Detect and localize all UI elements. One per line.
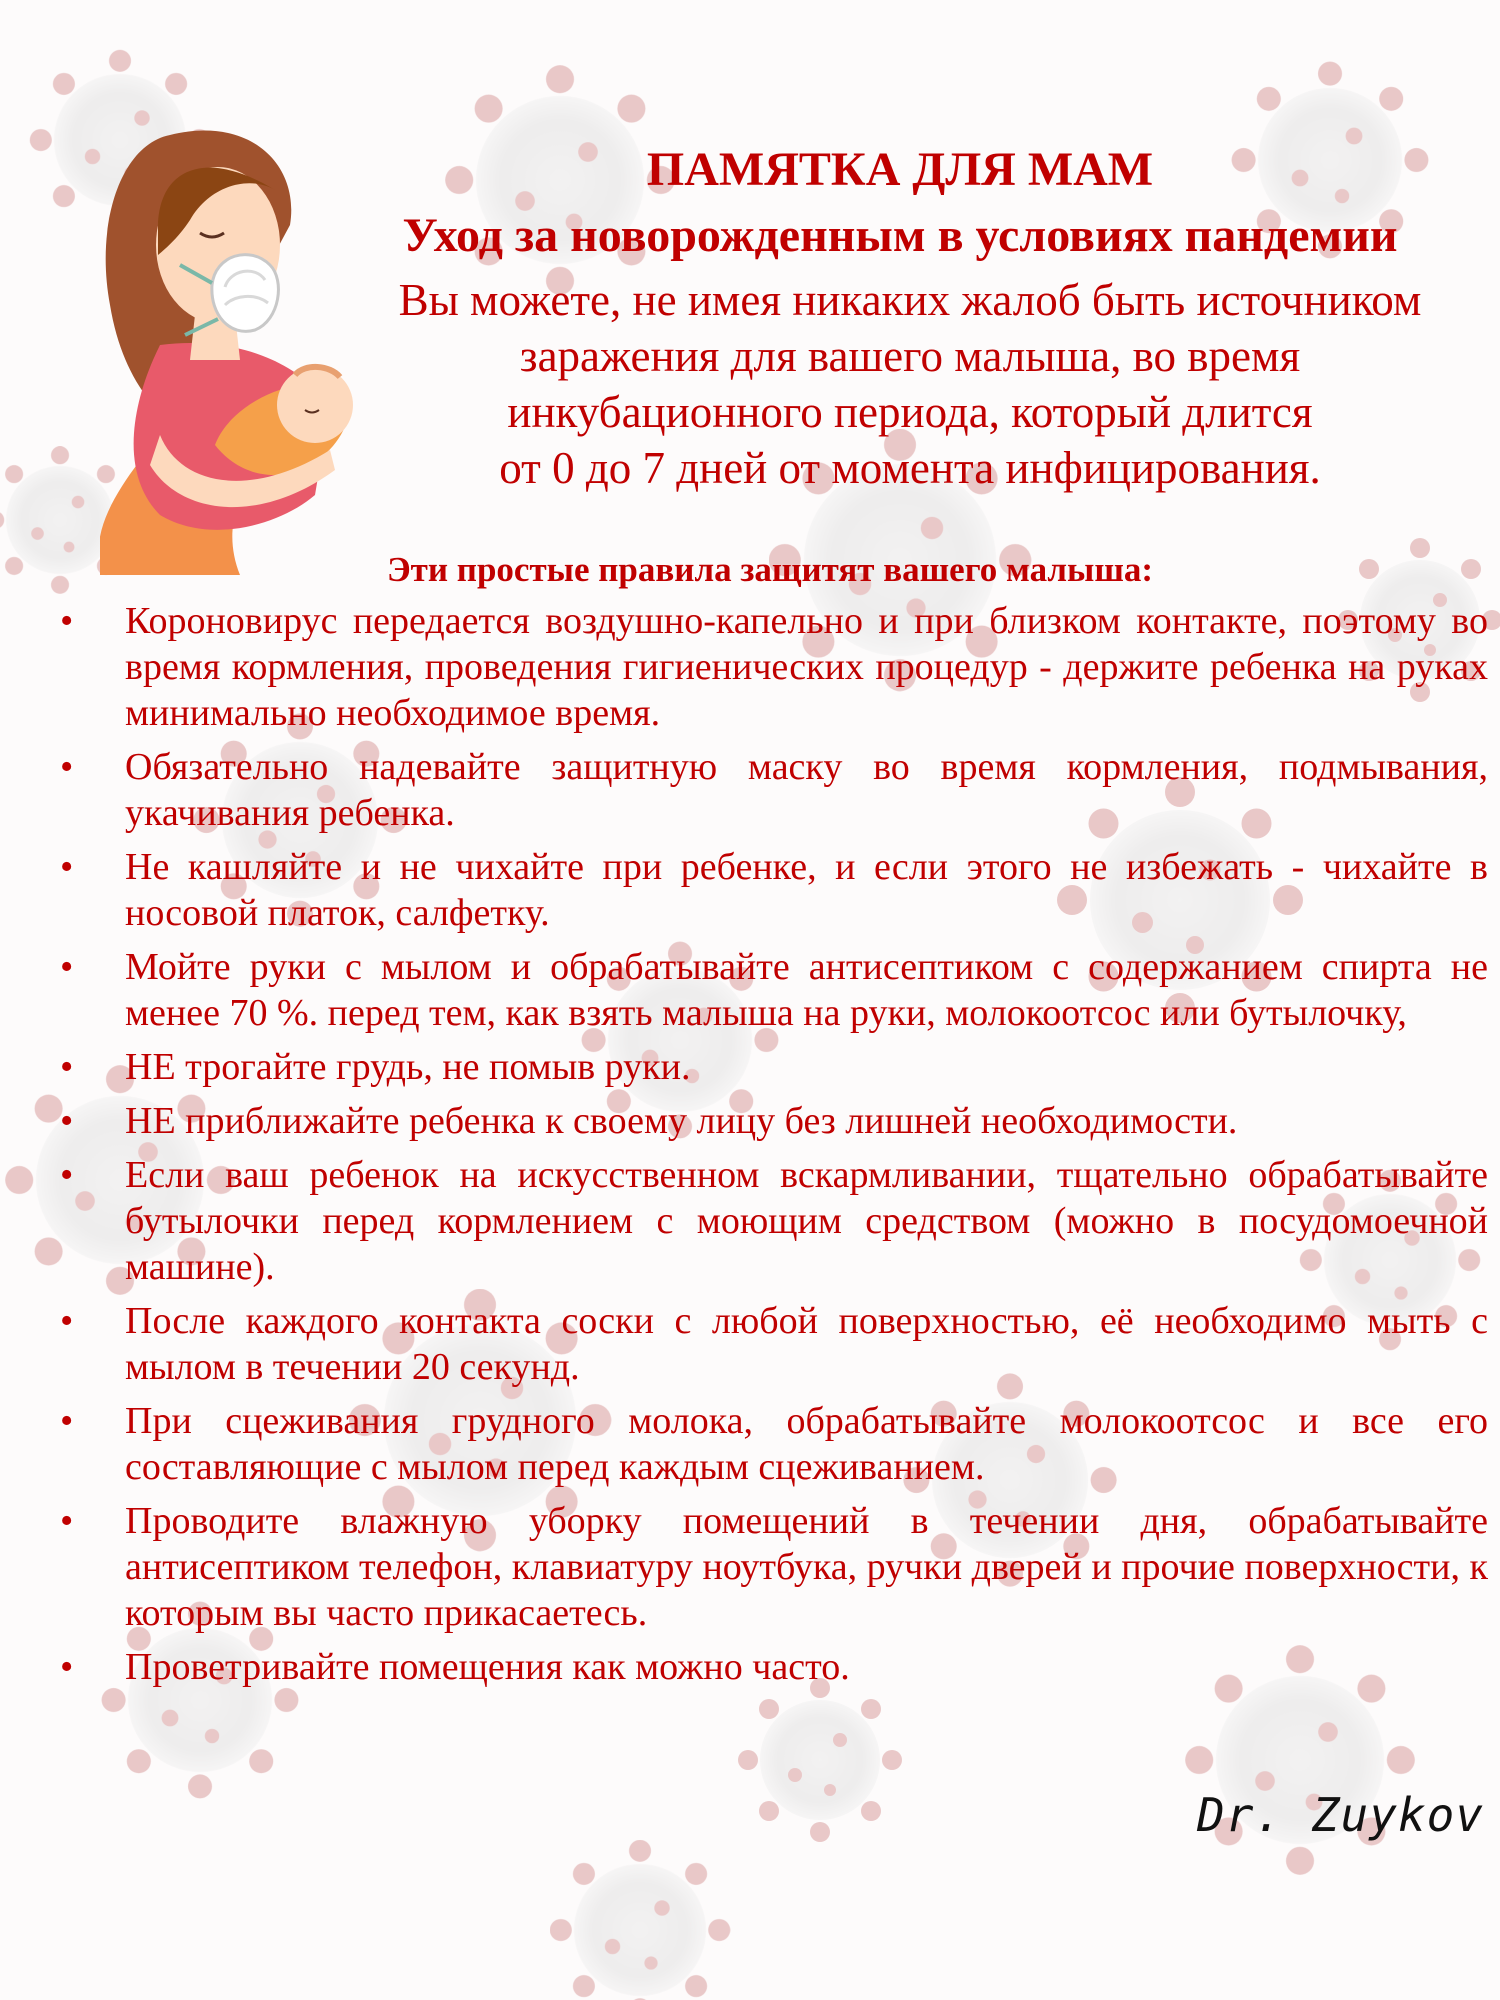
rules-list [48,598,1488,1698]
list-item [48,944,1488,1036]
rule-text: Если ваш ребенок на искусственном вскармливании, тщательно обрабатывайте бутылочки перед кормлением с моющим средством (можно в посудомоечной машине). [125,1154,1488,1288]
list-item [48,844,1488,936]
bullet-icon: • [60,1154,74,1196]
rule-text: Проводите влажную уборку помещений в течении дня, обрабатывайте антисептиком телефон, клавиатуру ноутбука, ручки дверей и прочие поверхности, к которым вы часто прикасаетесь. [125,1500,1488,1634]
rule-text: Мойте руки с мылом и обрабатывайте антисептиком с содержанием спирта не менее 70 %. перед тем, как взять малыша на руки, молокоотсос или бутылочку, [125,946,1488,1034]
intro-line: от 0 до 7 дней от момента инфицирования. [499,443,1321,493]
rule-text: После каждого контакта соски с любой поверхностью, её необходимо мыть с мылом в течении 20 секунд. [125,1300,1488,1388]
rule-text: Короновирус передается воздушно-капельно и при близком контакте, поэтому во время кормления, проведения гигиенических процедур - держите ребенка на руках минимально необходимое время. [125,600,1488,734]
bullet-icon: • [60,1046,74,1088]
bullet-icon: • [60,846,74,888]
list-item [48,1498,1488,1636]
bullet-icon: • [60,600,74,642]
bullet-icon: • [60,1400,74,1442]
bullet-icon: • [60,1646,74,1688]
list-item [48,1152,1488,1290]
rule-text: НЕ трогайте грудь, не помыв руки. [125,1046,691,1088]
rules-heading: Эти простые правила защитят вашего малыша: [386,550,1154,589]
page-title: ПАМЯТКА ДЛЯ МАМ [646,143,1154,196]
bullet-icon: • [60,1500,74,1542]
intro-paragraph [320,272,1500,496]
list-item [48,1398,1488,1490]
intro-line: инкубационного периода, который длится [507,387,1313,437]
list-item [48,1298,1488,1390]
list-item [48,1644,1488,1690]
list-item [48,1098,1488,1144]
list-item [48,1044,1488,1090]
page-subtitle: Уход за новорожденным в условиях пандемии [402,209,1398,262]
list-item [48,744,1488,836]
rule-text: При сцеживания грудного молока, обрабатывайте молокоотсос и все его составляющие с мылом перед каждым сцеживанием. [125,1400,1488,1488]
rule-text: НЕ приближайте ребенка к своему лицу без лишней необходимости. [125,1100,1238,1142]
bullet-icon: • [60,746,74,788]
rule-text: Не кашляйте и не чихайте при ребенке, и если этого не избежать - чихайте в носовой платок, салфетку. [125,846,1488,934]
author-signature: Dr. Zuykov [1197,1788,1484,1842]
bullet-icon: • [60,1300,74,1342]
intro-line: заражения для вашего малыша, во время [519,331,1301,381]
bullet-icon: • [60,946,74,988]
bullet-icon: • [60,1100,74,1142]
intro-line: Вы можете, не имея никаких жалоб быть источником [398,275,1422,325]
list-item [48,598,1488,736]
rule-text: Обязательно надевайте защитную маску во время кормления, подмывания, укачивания ребенка. [125,746,1488,834]
rule-text: Проветривайте помещения как можно часто. [125,1646,850,1688]
